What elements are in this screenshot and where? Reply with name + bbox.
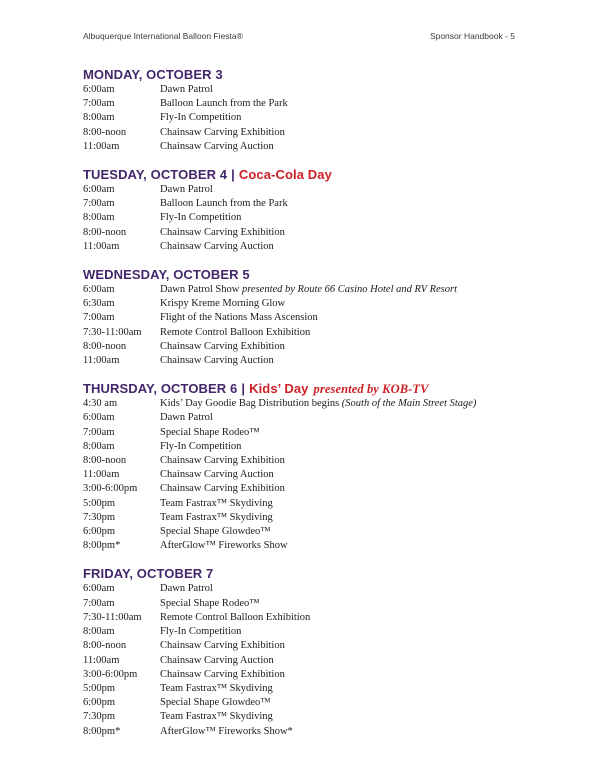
event-row [83, 397, 570, 411]
event-row [83, 454, 570, 468]
event-name [160, 240, 274, 254]
event-name [160, 710, 273, 724]
event-row [83, 682, 570, 696]
event-text: AfterGlow™ Fireworks Show [160, 540, 288, 552]
event-text: Remote Control Balloon Exhibition [160, 326, 311, 338]
event-name [160, 696, 271, 710]
event-time: 8:00-noon [83, 126, 127, 138]
event-text: Special Shape Glowdeo™ [160, 526, 271, 538]
event-time: 6:00am [83, 84, 115, 95]
event-time: 8:00pm* [83, 540, 121, 552]
event-name [160, 126, 285, 140]
event-row [83, 240, 570, 254]
event-time: 8:00-noon [83, 455, 127, 467]
event-row [83, 497, 570, 511]
event-name [160, 83, 213, 97]
event-text: Team Fastrax™ Skydiving [160, 497, 273, 509]
event-text: Dawn Patrol [160, 412, 213, 424]
event-time: 8:00-noon [83, 640, 127, 652]
event-text: Team Fastrax™ Skydiving [160, 511, 273, 523]
event-name [160, 197, 288, 211]
event-time: 8:00-noon [83, 226, 127, 238]
event-row [83, 426, 570, 440]
event-text: Fly-In Competition [160, 440, 242, 452]
day-subtitle: Coca-Cola Day [238, 167, 332, 183]
event-row [83, 725, 570, 739]
event-time: 6:00am [83, 284, 115, 296]
day-heading [83, 68, 570, 82]
event-time: 7:30pm [83, 511, 116, 523]
event-time: 3:00-6:00pm [83, 668, 138, 680]
event-row [83, 511, 570, 525]
event-name [160, 497, 273, 511]
event-text: Balloon Launch from the Park [160, 198, 288, 210]
event-name [160, 582, 213, 596]
event-row [83, 482, 570, 496]
event-row [83, 340, 570, 354]
event-name [160, 226, 285, 240]
event-time: 6:30am [83, 298, 115, 310]
event-time: 7:30-11:00am [83, 326, 142, 338]
event-text: Flight of the Nations Mass Ascension [160, 312, 318, 324]
event-row [83, 111, 570, 125]
event-time: 11:00am [83, 140, 120, 152]
event-time: 6:00pm [83, 526, 116, 538]
event-name [160, 411, 213, 425]
event-text: Chainsaw Carving Auction [160, 469, 274, 481]
event-time: 11:00am [83, 654, 120, 666]
event-text: Team Fastrax™ Skydiving [160, 682, 273, 694]
event-text: Chainsaw Carving Exhibition [160, 340, 285, 352]
event-row [83, 525, 570, 539]
event-row [83, 311, 570, 325]
event-name [160, 725, 293, 739]
event-time: 7:00am [83, 98, 115, 110]
event-row [83, 197, 570, 211]
event-time: 8:00am [83, 212, 115, 224]
event-name [160, 597, 260, 611]
event-text: AfterGlow™ Fireworks Show* [160, 725, 293, 737]
event-text: Krispy Kreme Morning Glow [160, 298, 286, 310]
event-time: 11:00am [83, 355, 120, 367]
event-time: 5:00pm [83, 682, 116, 694]
heading-separator: | [241, 381, 246, 397]
event-row [83, 597, 570, 611]
day-section [83, 268, 570, 368]
event-text: Chainsaw Carving Exhibition [160, 455, 285, 467]
event-row [83, 611, 570, 625]
event-name [160, 311, 318, 325]
event-time: 7:00am [83, 597, 115, 609]
event-text: Team Fastrax™ Skydiving [160, 711, 273, 723]
schedule-content [0, 68, 600, 739]
event-name [160, 625, 241, 639]
event-row [83, 97, 570, 111]
event-time: 6:00pm [83, 697, 116, 709]
event-name [160, 668, 285, 682]
event-time: 5:00pm [83, 497, 116, 509]
event-name [160, 682, 273, 696]
event-row [83, 539, 570, 553]
event-time: 8:00pm* [83, 725, 121, 737]
event-row [83, 354, 570, 368]
event-name [160, 211, 241, 225]
day-title: MONDAY, OCTOBER 3 [83, 67, 223, 82]
event-row [83, 326, 570, 340]
event-text: Chainsaw Carving Exhibition [160, 483, 285, 495]
event-text: Fly-In Competition [160, 112, 242, 124]
event-time: 4:30 am [83, 398, 118, 410]
event-text: Special Shape Rodeo™ [160, 597, 260, 609]
event-text: Chainsaw Carving Auction [160, 140, 274, 152]
event-text: Dawn Patrol Show [160, 284, 242, 296]
event-time: 7:30pm [83, 711, 116, 723]
day-subtitle-note: presented by KOB-TV [313, 382, 429, 397]
event-name [160, 183, 213, 197]
day-section [83, 68, 570, 154]
event-text: Chainsaw Carving Exhibition [160, 668, 285, 680]
header-right-page-label: Sponsor Handbook - 5 [429, 31, 515, 41]
event-time: 8:00am [83, 440, 115, 452]
event-row [83, 668, 570, 682]
event-row [83, 582, 570, 596]
event-name [160, 639, 285, 653]
event-time: 8:00am [83, 112, 115, 124]
day-heading [83, 168, 570, 182]
event-row [83, 226, 570, 240]
event-text: Chainsaw Carving Exhibition [160, 226, 285, 238]
event-text: Kids’ Day Goodie Bag Distribution begins [160, 398, 342, 410]
day-title: TUESDAY, OCTOBER 4 [83, 167, 228, 183]
event-text: Dawn Patrol [160, 84, 213, 95]
event-time: 11:00am [83, 469, 120, 481]
event-row [83, 654, 570, 668]
event-name [160, 611, 310, 625]
day-title: FRIDAY, OCTOBER 7 [83, 566, 214, 582]
day-section [83, 382, 570, 553]
page-header [0, 0, 600, 42]
day-heading [83, 268, 570, 282]
day-heading [83, 567, 570, 581]
event-name [160, 354, 274, 368]
event-time: 7:30-11:00am [83, 611, 142, 623]
event-name [160, 539, 288, 553]
event-text: Special Shape Rodeo™ [160, 426, 260, 438]
day-heading [83, 382, 570, 396]
day-subtitle: Kids’ Day [249, 381, 309, 397]
event-text: Chainsaw Carving Exhibition [160, 640, 285, 652]
event-name [160, 97, 288, 111]
event-name [160, 326, 310, 340]
event-name [160, 426, 260, 440]
event-name [160, 468, 274, 482]
event-row [83, 710, 570, 724]
event-time: 6:00am [83, 184, 115, 196]
event-text: Fly-In Competition [160, 212, 242, 224]
event-time: 6:00am [83, 412, 115, 424]
event-row [83, 639, 570, 653]
event-row [83, 468, 570, 482]
event-time: 11:00am [83, 240, 120, 252]
event-time: 8:00am [83, 626, 115, 638]
event-name [160, 340, 285, 354]
event-row [83, 696, 570, 710]
event-text-italic: (South of the Main Street Stage) [341, 398, 477, 410]
event-text: Chainsaw Carving Auction [160, 654, 274, 666]
event-name [160, 525, 271, 539]
event-row [83, 211, 570, 225]
day-title: THURSDAY, OCTOBER 6 [83, 381, 238, 397]
event-text: Chainsaw Carving Auction [160, 240, 274, 252]
event-text: Chainsaw Carving Auction [160, 355, 274, 367]
event-time: 7:00am [83, 198, 115, 210]
event-row [83, 283, 570, 297]
event-name [160, 654, 274, 668]
event-row [83, 126, 570, 140]
day-section [83, 168, 570, 254]
event-time: 8:00-noon [83, 340, 127, 352]
event-row [83, 297, 570, 311]
event-text: Fly-In Competition [160, 626, 242, 638]
event-name [160, 482, 285, 496]
day-section [83, 567, 570, 738]
event-name [160, 511, 273, 525]
event-text-italic: presented by Route 66 Casino Hotel and RV Resort [241, 284, 457, 296]
heading-separator: | [231, 167, 235, 183]
event-text: Balloon Launch from the Park [160, 98, 288, 110]
header-left-title: Albuquerque International Balloon Fiesta® [83, 31, 243, 41]
event-name [160, 297, 285, 311]
event-row [83, 411, 570, 425]
event-time: 6:00am [83, 583, 115, 595]
event-text: Dawn Patrol [160, 184, 213, 196]
event-row [83, 83, 570, 97]
event-time: 3:00-6:00pm [83, 483, 138, 495]
event-time: 7:00am [83, 426, 115, 438]
event-name [160, 397, 476, 411]
event-time: 7:00am [83, 312, 115, 324]
event-row [83, 183, 570, 197]
event-row [83, 140, 570, 154]
event-text: Chainsaw Carving Exhibition [160, 126, 285, 138]
event-row [83, 625, 570, 639]
event-text: Special Shape Glowdeo™ [160, 697, 271, 709]
event-name [160, 283, 457, 297]
event-row [83, 440, 570, 454]
event-name [160, 111, 241, 125]
event-text: Remote Control Balloon Exhibition [160, 611, 311, 623]
event-name [160, 140, 274, 154]
day-title: WEDNESDAY, OCTOBER 5 [83, 267, 250, 283]
event-name [160, 440, 241, 454]
event-text: Dawn Patrol [160, 583, 213, 595]
event-name [160, 454, 285, 468]
